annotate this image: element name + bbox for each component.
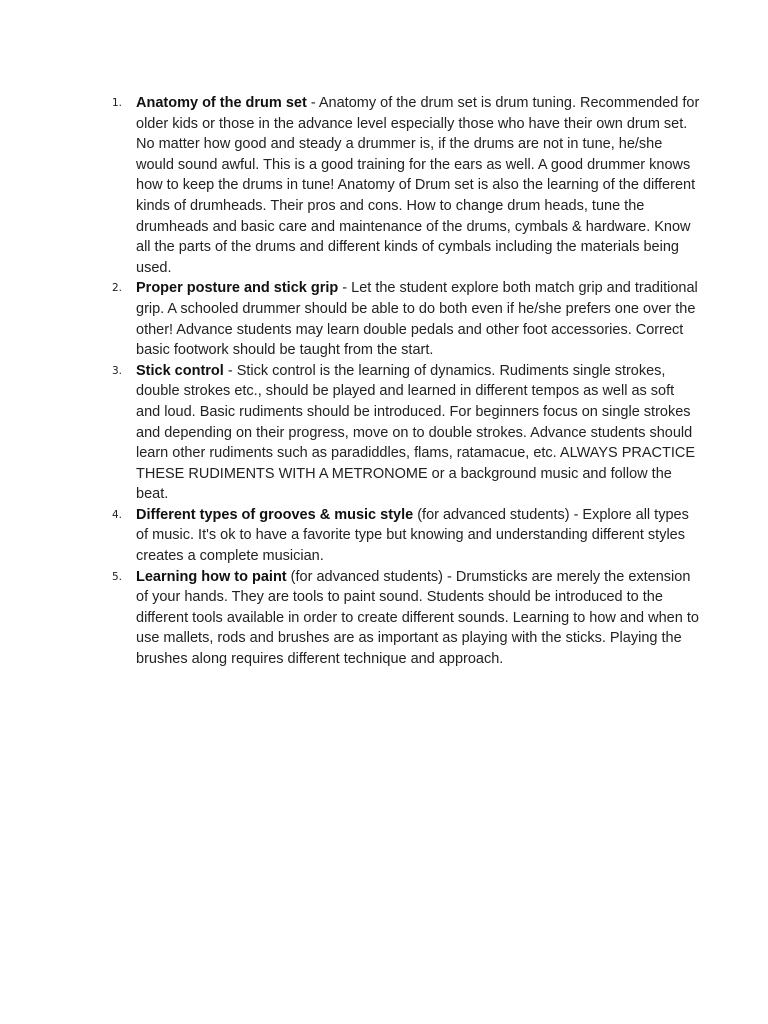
- list-item: [100, 93, 700, 278]
- item-text: (for advanced students) - Drumsticks are merely the extension of your hands. They are tools to paint sound. Students should be introduced to the different tools available in order to create different sounds. Learning to how and when to use mallets, rods and brushes are as important as playing with the sticks. Playing the brushes along requires different technique and approach.: [136, 568, 699, 668]
- list-item: [100, 278, 700, 360]
- list-number: 1.: [112, 97, 123, 109]
- item-text: - Anatomy of the drum set is drum tuning. Recommended for older kids or those in the advance level especially those who have their own drum set. No matter how good and steady a drummer is, if the drums are not in tune, he/she would sound awful. This is a good training for the ears as well. A good drummer knows how to keep the drums in tune! Anatomy of Drum set is also the learning of the different kinds of drumheads. Their pros and cons. How to change drum heads, tune the drumheads and basic care and maintenance of the drums, cymbals & hardware. Know all the parts of the drums and different kinds of cymbals including the materials being used.: [136, 95, 700, 276]
- item-text: - Stick control is the learning of dynamics. Rudiments single strokes, double strokes etc., should be played and learned in different tempos as well as soft and loud. Basic rudiments should be introduced. For beginners focus on single strokes and depending on their progress, move on to double strokes. Advance students should learn other rudiments such as paradiddles, flams, ratamacue, etc. ALWAYS PRACTICE THESE RUDIMENTS WITH A METRONOME or a background music and follow the beat.: [136, 362, 696, 503]
- list-item: [100, 361, 700, 505]
- item-text: (for advanced students) - Explore all types of music. It's ok to have a favorite type but knowing and understanding different styles creates a complete musician.: [136, 506, 689, 565]
- item-heading: Learning how to paint: [136, 568, 287, 585]
- numbered-list: [100, 93, 700, 670]
- list-item: [100, 567, 700, 670]
- item-text: - Let the student explore both match grip and traditional grip. A schooled drummer should be able to do both even if he/she prefers one over the other! Advance students may learn double pedals and other foot accessories. Correct basic footwork should be taught from the start.: [136, 280, 698, 359]
- list-number: 4.: [112, 508, 123, 521]
- list-number: 5.: [112, 570, 123, 583]
- item-heading: Stick control: [136, 362, 224, 379]
- list-item: [100, 505, 700, 567]
- item-heading: Anatomy of the drum set: [136, 95, 307, 111]
- list-number: 3.: [112, 364, 123, 377]
- item-heading: Proper posture and stick grip: [136, 280, 339, 297]
- list-number: 2.: [112, 282, 123, 295]
- item-heading: Different types of grooves & music style: [136, 506, 414, 523]
